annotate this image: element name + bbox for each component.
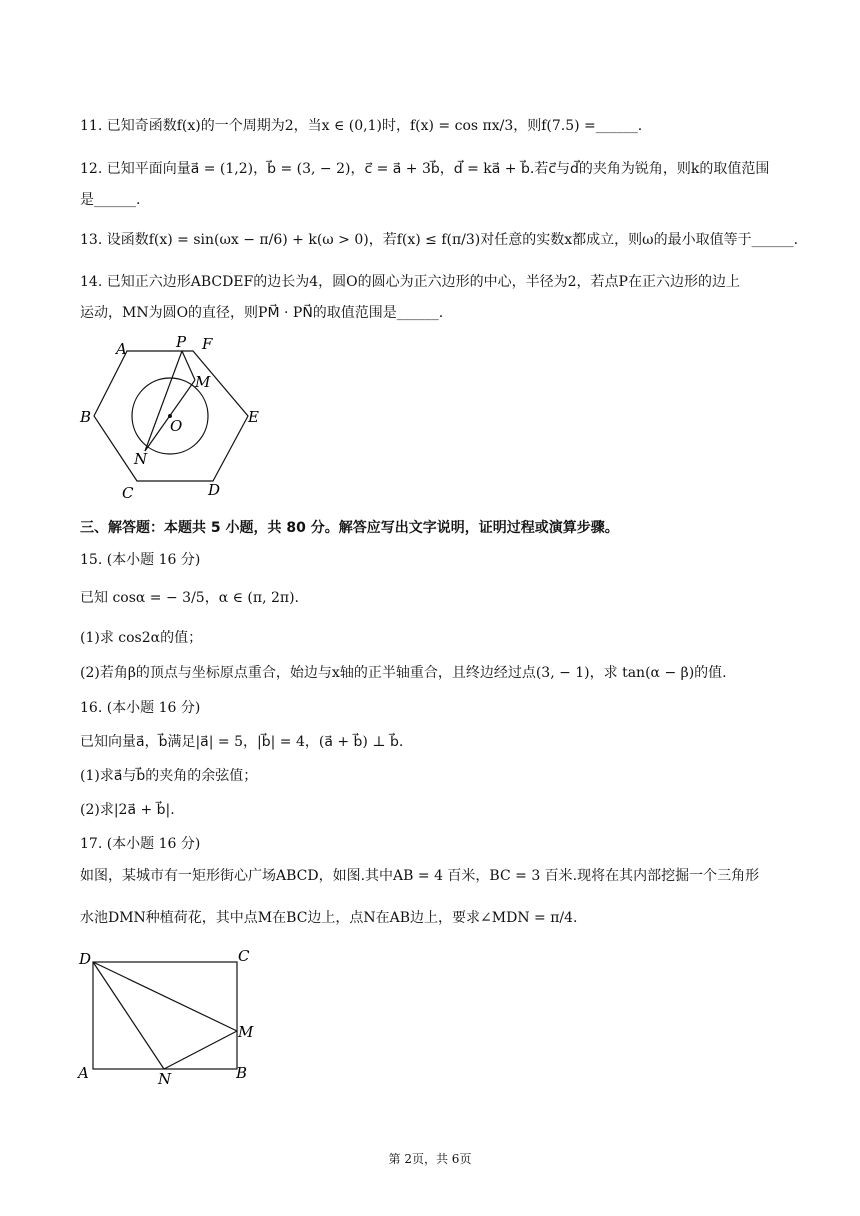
hex-label-N: N	[134, 450, 148, 468]
hex-label-P: P	[176, 333, 187, 351]
question-12-line2: 是______.	[80, 192, 141, 208]
question-12-line1: 12. 已知平面向量a⃗ = (1,2)，b⃗ = (3, − 2)，c⃗ = a⃗ + 3b⃗，d⃗ = ka⃗ + b⃗.若c⃗与d⃗的夹角为锐角，则k的取值范围	[80, 161, 770, 177]
question-15-given: 已知 cosα = − 3/5，α ∈ (π, 2π).	[80, 590, 300, 606]
hex-label-A: A	[116, 340, 127, 358]
question-16-part2: (2)求|2a⃗ + b⃗|.	[80, 802, 175, 818]
question-11: 11. 已知奇函数f(x)的一个周期为2，当x ∈ (0,1)时，f(x) = cos πx/3，则f(7.5) =______.	[80, 118, 643, 134]
rect-label-A: A	[78, 1064, 89, 1082]
question-14-line2: 运动，MN为圆O的直径，则PM⃗ · PN⃗的取值范围是______.	[80, 305, 444, 321]
hex-label-E: E	[248, 408, 259, 426]
question-16-part1: (1)求a⃗与b⃗的夹角的余弦值；	[80, 768, 258, 784]
hexagon-figure	[78, 330, 268, 505]
rect-label-B: B	[236, 1064, 248, 1082]
section-3-heading: 三、解答题：本题共 5 小题，共 80 分。解答应写出文字说明，证明过程或演算步骤。	[80, 520, 619, 536]
question-15-part2: (2)若角β的顶点与坐标原点重合，始边与x轴的正半轴重合，且终边经过点(3, − 1)，求 tan(α − β)的值.	[80, 665, 727, 681]
rect-label-M: M	[238, 1023, 254, 1041]
question-15-header: 15. (本小题 16 分)	[80, 552, 201, 568]
rect-label-D: D	[79, 950, 92, 968]
question-16-header: 16. (本小题 16 分)	[80, 700, 201, 716]
question-16-given: 已知向量a⃗，b⃗满足|a⃗| = 5，|b⃗| = 4，(a⃗ + b⃗) ⊥ b⃗.	[80, 734, 404, 750]
rectangle-figure	[76, 944, 266, 1089]
rect-label-N: N	[158, 1070, 172, 1088]
question-17-line2: 水池DMN种植荷花，其中点M在BC边上，点N在AB边上，要求∠MDN = π/4.	[80, 910, 578, 926]
question-13: 13. 设函数f(x) = sin(ωx − π/6) + k(ω > 0)，若f(x) ≤ f(π/3)对任意的实数x都成立，则ω的最小取值等于______.	[80, 232, 799, 248]
hex-label-M: M	[195, 373, 211, 391]
hex-label-O: O	[170, 417, 183, 435]
question-17-header: 17. (本小题 16 分)	[80, 836, 201, 852]
hex-label-C: C	[122, 484, 134, 502]
question-15-part1: (1)求 cos2α的值；	[80, 630, 203, 646]
hex-label-D: D	[208, 481, 221, 499]
question-14-line1: 14. 已知正六边形ABCDEF的边长为4，圆O的圆心为正六边形的中心，半径为2，若点P在正六边形的边上	[80, 274, 740, 290]
rect-label-C: C	[238, 947, 250, 965]
page-footer: 第 2页，共 6页	[388, 1152, 472, 1166]
hex-label-B: B	[80, 408, 92, 426]
question-17-line1: 如图，某城市有一矩形街心广场ABCD，如图.其中AB = 4 百米，BC = 3 百米.现将在其内部挖掘一个三角形	[80, 868, 760, 884]
hex-label-F: F	[202, 335, 213, 353]
